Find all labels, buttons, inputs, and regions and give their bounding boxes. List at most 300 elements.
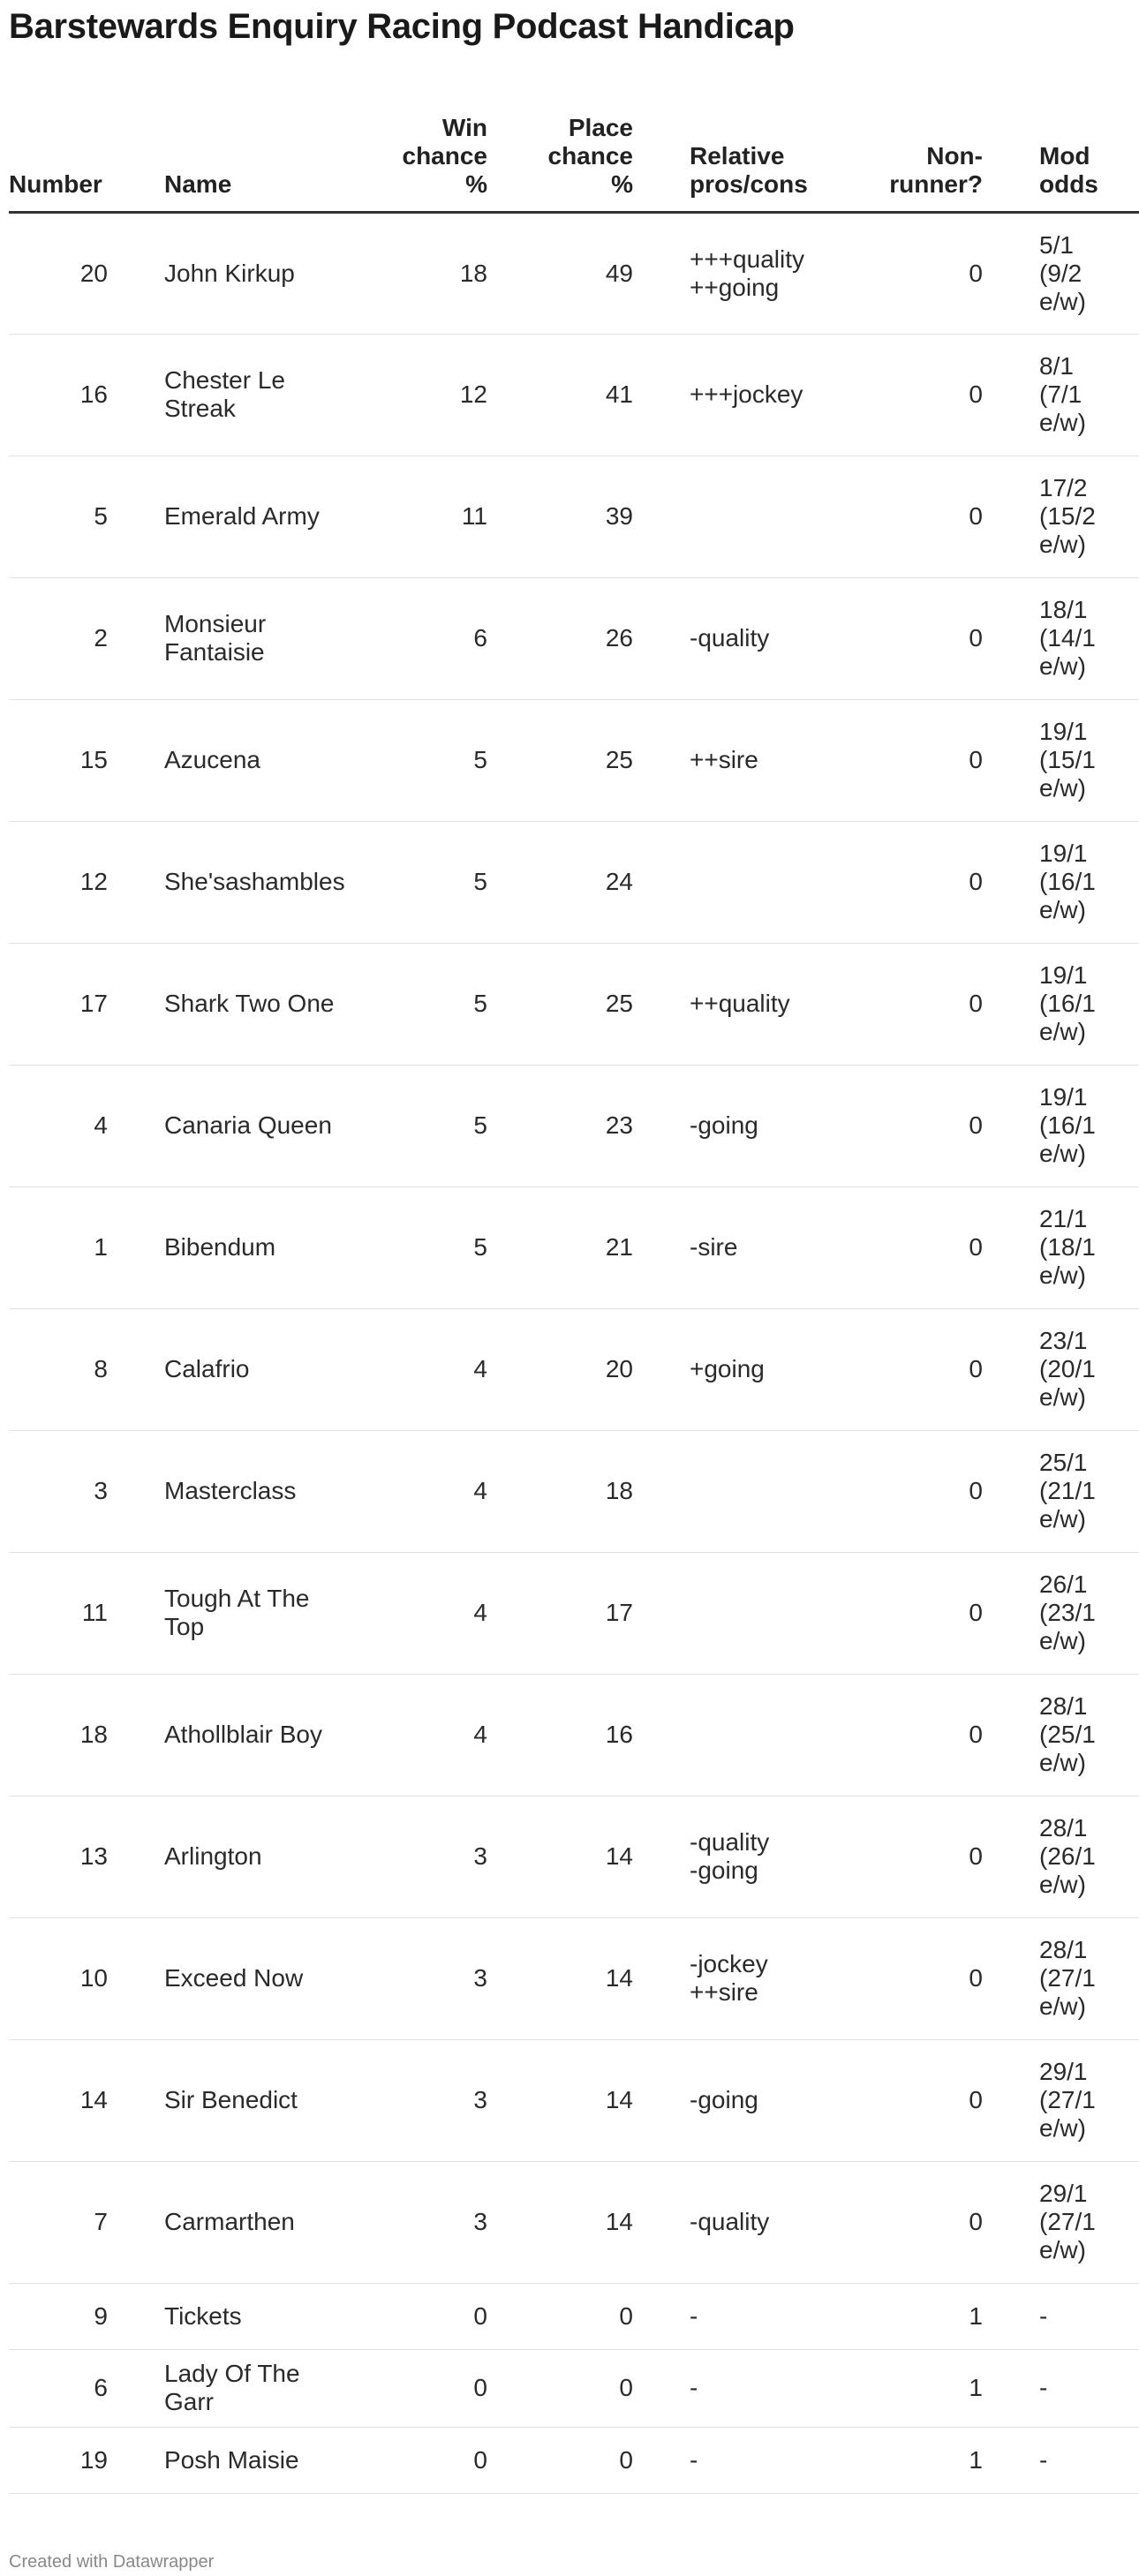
cell-relative-pros-cons bbox=[633, 577, 854, 699]
cell-name bbox=[108, 2349, 355, 2427]
cell-win-chance bbox=[355, 2349, 487, 2427]
cell-name bbox=[108, 2161, 355, 2283]
cell-non-runner bbox=[854, 212, 983, 334]
handicap-table bbox=[9, 99, 1139, 2494]
cell-name-text: Athollblair Boy bbox=[164, 1721, 322, 1748]
cell-non-runner bbox=[854, 2427, 983, 2493]
cell-non-runner-text: 1 bbox=[969, 2301, 983, 2330]
cell-win-chance bbox=[355, 456, 487, 577]
cell-name-text: Posh Maisie bbox=[164, 2445, 299, 2474]
cell-name bbox=[108, 456, 355, 577]
cell-place-chance-text: 17 bbox=[605, 1599, 633, 1626]
cell-number-text: 20 bbox=[79, 259, 108, 287]
cell-name-text: Lady Of The Garr bbox=[164, 2360, 300, 2415]
cell-non-runner-text: 0 bbox=[969, 624, 983, 652]
cell-relative-pros-cons-text: -jockey ++sire bbox=[690, 1950, 768, 2006]
cell-number bbox=[9, 1065, 108, 1186]
cell-number-text: 10 bbox=[79, 1964, 108, 1992]
cell-name-text: Arlington bbox=[164, 1842, 262, 1870]
cell-win-chance-text: 6 bbox=[473, 624, 487, 652]
cell-odds bbox=[983, 334, 1139, 456]
cell-win-chance-text: 12 bbox=[459, 380, 487, 408]
column-header-place-chance[interactable]: Place chance % bbox=[487, 99, 633, 212]
cell-odds bbox=[983, 2283, 1139, 2349]
cell-place-chance-text: 20 bbox=[605, 1355, 633, 1382]
cell-non-runner bbox=[854, 577, 983, 699]
cell-name bbox=[108, 943, 355, 1065]
cell-place-chance-text: 14 bbox=[605, 1842, 633, 1870]
cell-number-text: 1 bbox=[94, 1233, 108, 1261]
cell-number bbox=[9, 699, 108, 821]
cell-odds-text: 29/1 (27/1 e/w) bbox=[1039, 2180, 1096, 2263]
table-row bbox=[9, 1430, 1139, 1552]
cell-name-text: Tough At The Top bbox=[164, 1585, 310, 1640]
cell-number-text: 11 bbox=[81, 1599, 108, 1626]
cell-win-chance bbox=[355, 1796, 487, 1917]
cell-odds bbox=[983, 1308, 1139, 1430]
cell-number-text: 6 bbox=[94, 2374, 108, 2401]
cell-number bbox=[9, 456, 108, 577]
table-row bbox=[9, 1674, 1139, 1796]
cell-win-chance-text: 4 bbox=[473, 1477, 487, 1504]
cell-relative-pros-cons bbox=[633, 2349, 854, 2427]
table-row bbox=[9, 1796, 1139, 1917]
cell-win-chance-text: 4 bbox=[473, 1599, 487, 1626]
cell-non-runner bbox=[854, 1674, 983, 1796]
cell-win-chance bbox=[355, 1065, 487, 1186]
cell-relative-pros-cons-text: +++jockey bbox=[690, 380, 803, 408]
cell-win-chance bbox=[355, 2427, 487, 2493]
cell-odds bbox=[983, 1796, 1139, 1917]
cell-place-chance bbox=[487, 2039, 633, 2161]
cell-number-text: 12 bbox=[79, 868, 108, 895]
cell-number-text: 14 bbox=[79, 2086, 108, 2113]
cell-place-chance bbox=[487, 1796, 633, 1917]
table-header-row bbox=[9, 99, 1139, 212]
cell-number bbox=[9, 2349, 108, 2427]
cell-name bbox=[108, 577, 355, 699]
cell-odds-text: 29/1 (27/1 e/w) bbox=[1039, 2058, 1096, 2142]
cell-non-runner-text: 0 bbox=[969, 746, 983, 773]
cell-win-chance bbox=[355, 821, 487, 943]
cell-relative-pros-cons bbox=[633, 334, 854, 456]
table-row bbox=[9, 212, 1139, 334]
cell-odds bbox=[983, 212, 1139, 334]
cell-number-text: 16 bbox=[79, 380, 108, 408]
cell-win-chance-text: 4 bbox=[473, 1355, 487, 1382]
cell-number bbox=[9, 1917, 108, 2039]
cell-odds bbox=[983, 1065, 1139, 1186]
cell-relative-pros-cons bbox=[633, 456, 854, 577]
cell-relative-pros-cons bbox=[633, 943, 854, 1065]
column-header-odds[interactable]: Mod odds bbox=[983, 99, 1139, 212]
cell-odds-text: 19/1 (16/1 e/w) bbox=[1039, 840, 1096, 923]
cell-relative-pros-cons bbox=[633, 1186, 854, 1308]
cell-odds-text: 8/1 (7/1 e/w) bbox=[1039, 352, 1086, 436]
cell-odds-text: 21/1 (18/1 e/w) bbox=[1039, 1205, 1096, 1289]
cell-number-text: 18 bbox=[79, 1721, 108, 1748]
cell-number bbox=[9, 1186, 108, 1308]
cell-win-chance bbox=[355, 2283, 487, 2349]
cell-place-chance bbox=[487, 943, 633, 1065]
cell-non-runner-text: 0 bbox=[969, 1964, 983, 1992]
cell-non-runner bbox=[854, 1308, 983, 1430]
cell-non-runner bbox=[854, 1796, 983, 1917]
cell-relative-pros-cons-text: -quality bbox=[690, 2208, 770, 2235]
cell-place-chance-text: 21 bbox=[605, 1233, 633, 1261]
cell-non-runner-text: 0 bbox=[969, 1233, 983, 1261]
cell-non-runner-text: 0 bbox=[969, 502, 983, 530]
cell-win-chance-text: 5 bbox=[473, 1111, 487, 1139]
cell-place-chance-text: 25 bbox=[605, 746, 633, 773]
cell-win-chance bbox=[355, 2039, 487, 2161]
cell-number bbox=[9, 1552, 108, 1674]
cell-non-runner-text: 0 bbox=[969, 1599, 983, 1626]
cell-relative-pros-cons bbox=[633, 699, 854, 821]
column-header-number[interactable]: Number bbox=[9, 99, 108, 212]
cell-name-text: Canaria Queen bbox=[164, 1111, 332, 1139]
cell-relative-pros-cons bbox=[633, 1308, 854, 1430]
cell-odds-text: 17/2 (15/2 e/w) bbox=[1039, 474, 1096, 558]
cell-non-runner-text: 0 bbox=[969, 1842, 983, 1870]
cell-non-runner-text: 0 bbox=[969, 2086, 983, 2113]
cell-place-chance bbox=[487, 334, 633, 456]
cell-relative-pros-cons-text: +going bbox=[690, 1355, 765, 1382]
cell-number-text: 4 bbox=[94, 1111, 108, 1139]
cell-non-runner-text: 0 bbox=[969, 1111, 983, 1139]
cell-place-chance-text: 18 bbox=[605, 1477, 633, 1504]
table-row bbox=[9, 1917, 1139, 2039]
cell-non-runner-text: 0 bbox=[969, 1477, 983, 1504]
table-row bbox=[9, 1065, 1139, 1186]
cell-name-text: Bibendum bbox=[164, 1233, 276, 1261]
cell-relative-pros-cons bbox=[633, 1917, 854, 2039]
cell-number-text: 2 bbox=[94, 624, 108, 652]
cell-number bbox=[9, 821, 108, 943]
table-row bbox=[9, 943, 1139, 1065]
cell-non-runner-text: 0 bbox=[969, 1721, 983, 1748]
cell-relative-pros-cons bbox=[633, 1796, 854, 1917]
cell-non-runner bbox=[854, 1430, 983, 1552]
cell-place-chance bbox=[487, 1308, 633, 1430]
cell-odds bbox=[983, 2427, 1139, 2493]
cell-number-text: 15 bbox=[79, 746, 108, 773]
cell-odds bbox=[983, 2349, 1139, 2427]
cell-name-text: Chester Le Streak bbox=[164, 366, 285, 422]
cell-win-chance bbox=[355, 1674, 487, 1796]
cell-name bbox=[108, 1917, 355, 2039]
cell-odds-text: 26/1 (23/1 e/w) bbox=[1039, 1570, 1096, 1654]
cell-place-chance-text: 14 bbox=[605, 2086, 633, 2113]
cell-non-runner bbox=[854, 1065, 983, 1186]
cell-win-chance-text: 3 bbox=[473, 1842, 487, 1870]
column-header-relative-pros-cons[interactable]: Relative pros/cons bbox=[633, 99, 854, 212]
cell-win-chance-text: 0 bbox=[473, 2445, 487, 2474]
cell-name bbox=[108, 1796, 355, 1917]
cell-name-text: Carmarthen bbox=[164, 2208, 295, 2235]
table-row bbox=[9, 821, 1139, 943]
cell-non-runner bbox=[854, 334, 983, 456]
cell-odds-text: 28/1 (27/1 e/w) bbox=[1039, 1936, 1096, 2020]
cell-place-chance bbox=[487, 2427, 633, 2493]
cell-number bbox=[9, 2283, 108, 2349]
cell-non-runner bbox=[854, 2283, 983, 2349]
footer-credit: Created with Datawrapper bbox=[9, 2552, 215, 2572]
cell-win-chance-text: 3 bbox=[473, 1964, 487, 1992]
cell-non-runner bbox=[854, 1917, 983, 2039]
cell-odds bbox=[983, 821, 1139, 943]
cell-relative-pros-cons-text: -quality -going bbox=[690, 1828, 770, 1884]
cell-win-chance bbox=[355, 1430, 487, 1552]
cell-place-chance bbox=[487, 2161, 633, 2283]
cell-number bbox=[9, 2161, 108, 2283]
cell-name-text: Monsieur Fantaisie bbox=[164, 610, 267, 666]
cell-name bbox=[108, 1186, 355, 1308]
cell-non-runner-text: 0 bbox=[969, 990, 983, 1017]
cell-place-chance bbox=[487, 2349, 633, 2427]
cell-number bbox=[9, 1674, 108, 1796]
cell-relative-pros-cons-text: - bbox=[690, 2301, 698, 2330]
cell-name-text: Emerald Army bbox=[164, 502, 320, 530]
cell-place-chance-text: 26 bbox=[605, 624, 633, 652]
cell-relative-pros-cons-text: ++quality bbox=[690, 990, 790, 1017]
cell-place-chance bbox=[487, 1186, 633, 1308]
table-row bbox=[9, 1308, 1139, 1430]
cell-place-chance-text: 14 bbox=[605, 1964, 633, 1992]
cell-relative-pros-cons bbox=[633, 212, 854, 334]
cell-win-chance bbox=[355, 699, 487, 821]
cell-relative-pros-cons-text: -sire bbox=[690, 1233, 738, 1261]
cell-number-text: 5 bbox=[94, 502, 108, 530]
cell-place-chance-text: 16 bbox=[605, 1721, 633, 1748]
cell-non-runner bbox=[854, 2349, 983, 2427]
cell-win-chance-text: 3 bbox=[473, 2086, 487, 2113]
cell-non-runner-text: 1 bbox=[969, 2374, 983, 2401]
cell-relative-pros-cons bbox=[633, 2039, 854, 2161]
cell-place-chance-text: 0 bbox=[619, 2374, 633, 2401]
cell-name bbox=[108, 1065, 355, 1186]
cell-place-chance-text: 41 bbox=[605, 380, 633, 408]
cell-relative-pros-cons bbox=[633, 1552, 854, 1674]
cell-place-chance-text: 14 bbox=[605, 2208, 633, 2235]
cell-place-chance bbox=[487, 1552, 633, 1674]
cell-relative-pros-cons-text: - bbox=[690, 2445, 698, 2474]
cell-odds-text: - bbox=[1039, 2301, 1048, 2330]
cell-win-chance bbox=[355, 943, 487, 1065]
cell-non-runner bbox=[854, 456, 983, 577]
cell-win-chance-text: 5 bbox=[473, 868, 487, 895]
cell-win-chance-text: 5 bbox=[473, 1233, 487, 1261]
cell-name-text: Exceed Now bbox=[164, 1964, 304, 1992]
cell-place-chance-text: 0 bbox=[619, 2445, 633, 2474]
table-row bbox=[9, 1186, 1139, 1308]
cell-non-runner-text: 0 bbox=[969, 380, 983, 408]
cell-name bbox=[108, 821, 355, 943]
cell-name bbox=[108, 699, 355, 821]
cell-win-chance bbox=[355, 1308, 487, 1430]
cell-odds bbox=[983, 1674, 1139, 1796]
cell-win-chance bbox=[355, 334, 487, 456]
cell-number bbox=[9, 1796, 108, 1917]
cell-non-runner bbox=[854, 699, 983, 821]
cell-non-runner bbox=[854, 2161, 983, 2283]
cell-number bbox=[9, 212, 108, 334]
cell-place-chance bbox=[487, 2283, 633, 2349]
cell-non-runner-text: 1 bbox=[969, 2445, 983, 2474]
cell-name-text: She'sashambles bbox=[164, 868, 345, 895]
cell-relative-pros-cons bbox=[633, 1065, 854, 1186]
cell-odds-text: 19/1 (16/1 e/w) bbox=[1039, 961, 1096, 1045]
cell-place-chance bbox=[487, 1674, 633, 1796]
cell-relative-pros-cons bbox=[633, 1674, 854, 1796]
cell-number-text: 8 bbox=[94, 1355, 108, 1382]
cell-win-chance bbox=[355, 1917, 487, 2039]
cell-odds bbox=[983, 699, 1139, 821]
cell-name-text: Sir Benedict bbox=[164, 2086, 298, 2113]
cell-number-text: 9 bbox=[94, 2301, 108, 2330]
cell-name bbox=[108, 2039, 355, 2161]
cell-place-chance-text: 39 bbox=[605, 502, 633, 530]
cell-name-text: Tickets bbox=[164, 2301, 242, 2330]
cell-non-runner bbox=[854, 943, 983, 1065]
cell-number bbox=[9, 943, 108, 1065]
cell-name-text: Shark Two One bbox=[164, 990, 335, 1017]
cell-odds-text: 5/1 (9/2 e/w) bbox=[1039, 230, 1086, 315]
cell-number bbox=[9, 1308, 108, 1430]
cell-odds bbox=[983, 1430, 1139, 1552]
cell-place-chance-text: 24 bbox=[605, 868, 633, 895]
table-row bbox=[9, 2161, 1139, 2283]
cell-non-runner bbox=[854, 2039, 983, 2161]
cell-number bbox=[9, 577, 108, 699]
cell-relative-pros-cons bbox=[633, 2283, 854, 2349]
cell-place-chance-text: 23 bbox=[605, 1111, 633, 1139]
cell-non-runner-text: 0 bbox=[969, 2208, 983, 2235]
cell-name bbox=[108, 1430, 355, 1552]
cell-relative-pros-cons-text: -going bbox=[690, 2086, 758, 2113]
cell-win-chance-text: 11 bbox=[461, 502, 487, 530]
cell-odds-text: 25/1 (21/1 e/w) bbox=[1039, 1449, 1096, 1533]
cell-number bbox=[9, 334, 108, 456]
table-row bbox=[9, 2349, 1139, 2427]
cell-odds-text: 19/1 (15/1 e/w) bbox=[1039, 718, 1096, 802]
cell-relative-pros-cons bbox=[633, 1430, 854, 1552]
table-row bbox=[9, 2427, 1139, 2493]
cell-place-chance bbox=[487, 821, 633, 943]
cell-name bbox=[108, 2283, 355, 2349]
cell-number bbox=[9, 2039, 108, 2161]
cell-non-runner-text: 0 bbox=[969, 259, 983, 287]
cell-win-chance bbox=[355, 1186, 487, 1308]
cell-number-text: 7 bbox=[94, 2208, 108, 2235]
cell-name bbox=[108, 212, 355, 334]
table-row bbox=[9, 2039, 1139, 2161]
cell-place-chance-text: 0 bbox=[619, 2301, 633, 2330]
cell-relative-pros-cons-text: -quality bbox=[690, 624, 770, 652]
cell-non-runner bbox=[854, 1186, 983, 1308]
cell-win-chance bbox=[355, 212, 487, 334]
cell-number-text: 17 bbox=[79, 990, 108, 1017]
cell-odds-text: - bbox=[1039, 2374, 1048, 2401]
cell-win-chance bbox=[355, 2161, 487, 2283]
table-row bbox=[9, 456, 1139, 577]
cell-odds-text: 23/1 (20/1 e/w) bbox=[1039, 1327, 1096, 1411]
cell-odds-text: 19/1 (16/1 e/w) bbox=[1039, 1083, 1096, 1167]
cell-odds-text: 18/1 (14/1 e/w) bbox=[1039, 596, 1096, 680]
cell-win-chance-text: 0 bbox=[473, 2374, 487, 2401]
column-header-win-chance[interactable]: Win chance % bbox=[355, 99, 487, 212]
cell-win-chance bbox=[355, 577, 487, 699]
cell-relative-pros-cons bbox=[633, 2427, 854, 2493]
table-body bbox=[9, 212, 1139, 2493]
cell-odds bbox=[983, 1917, 1139, 2039]
cell-place-chance-text: 49 bbox=[605, 259, 633, 287]
cell-relative-pros-cons bbox=[633, 2161, 854, 2283]
table-row bbox=[9, 1552, 1139, 1674]
cell-number-text: 13 bbox=[79, 1842, 108, 1870]
table-row bbox=[9, 577, 1139, 699]
cell-place-chance bbox=[487, 1430, 633, 1552]
cell-non-runner-text: 0 bbox=[969, 868, 983, 895]
cell-relative-pros-cons-text: -going bbox=[690, 1111, 758, 1139]
cell-non-runner bbox=[854, 821, 983, 943]
table-row bbox=[9, 699, 1139, 821]
cell-odds bbox=[983, 577, 1139, 699]
cell-name-text: Masterclass bbox=[164, 1477, 297, 1504]
cell-number-text: 19 bbox=[79, 2445, 108, 2474]
cell-win-chance-text: 5 bbox=[473, 746, 487, 773]
cell-win-chance bbox=[355, 1552, 487, 1674]
cell-relative-pros-cons-text: +++quality ++going bbox=[690, 245, 804, 301]
cell-place-chance bbox=[487, 212, 633, 334]
column-header-non-runner[interactable]: Non- runner? bbox=[854, 99, 983, 212]
cell-place-chance bbox=[487, 577, 633, 699]
cell-win-chance-text: 18 bbox=[459, 259, 487, 287]
cell-non-runner bbox=[854, 1552, 983, 1674]
cell-odds bbox=[983, 943, 1139, 1065]
cell-name bbox=[108, 1674, 355, 1796]
cell-win-chance-text: 0 bbox=[473, 2301, 487, 2330]
cell-odds-text: - bbox=[1039, 2445, 1048, 2474]
cell-name bbox=[108, 2427, 355, 2493]
cell-odds bbox=[983, 1186, 1139, 1308]
page-title: Barstewards Enquiry Racing Podcast Handicap bbox=[9, 7, 795, 46]
cell-number bbox=[9, 1430, 108, 1552]
cell-name-text: John Kirkup bbox=[164, 259, 295, 287]
cell-name bbox=[108, 1308, 355, 1430]
cell-relative-pros-cons bbox=[633, 821, 854, 943]
cell-win-chance-text: 3 bbox=[473, 2208, 487, 2235]
cell-win-chance-text: 4 bbox=[473, 1721, 487, 1748]
cell-number-text: 3 bbox=[94, 1477, 108, 1504]
cell-odds bbox=[983, 2161, 1139, 2283]
cell-odds bbox=[983, 2039, 1139, 2161]
cell-relative-pros-cons-text: - bbox=[690, 2374, 698, 2401]
cell-non-runner-text: 0 bbox=[969, 1355, 983, 1382]
table-row bbox=[9, 2283, 1139, 2349]
column-header-name[interactable]: Name bbox=[108, 99, 355, 212]
cell-name-text: Azucena bbox=[164, 746, 260, 773]
cell-name bbox=[108, 1552, 355, 1674]
cell-name bbox=[108, 334, 355, 456]
cell-place-chance bbox=[487, 456, 633, 577]
cell-odds bbox=[983, 1552, 1139, 1674]
cell-place-chance bbox=[487, 1065, 633, 1186]
cell-odds-text: 28/1 (25/1 e/w) bbox=[1039, 1692, 1096, 1776]
cell-win-chance-text: 5 bbox=[473, 990, 487, 1017]
cell-place-chance bbox=[487, 699, 633, 821]
cell-name-text: Calafrio bbox=[164, 1355, 250, 1382]
